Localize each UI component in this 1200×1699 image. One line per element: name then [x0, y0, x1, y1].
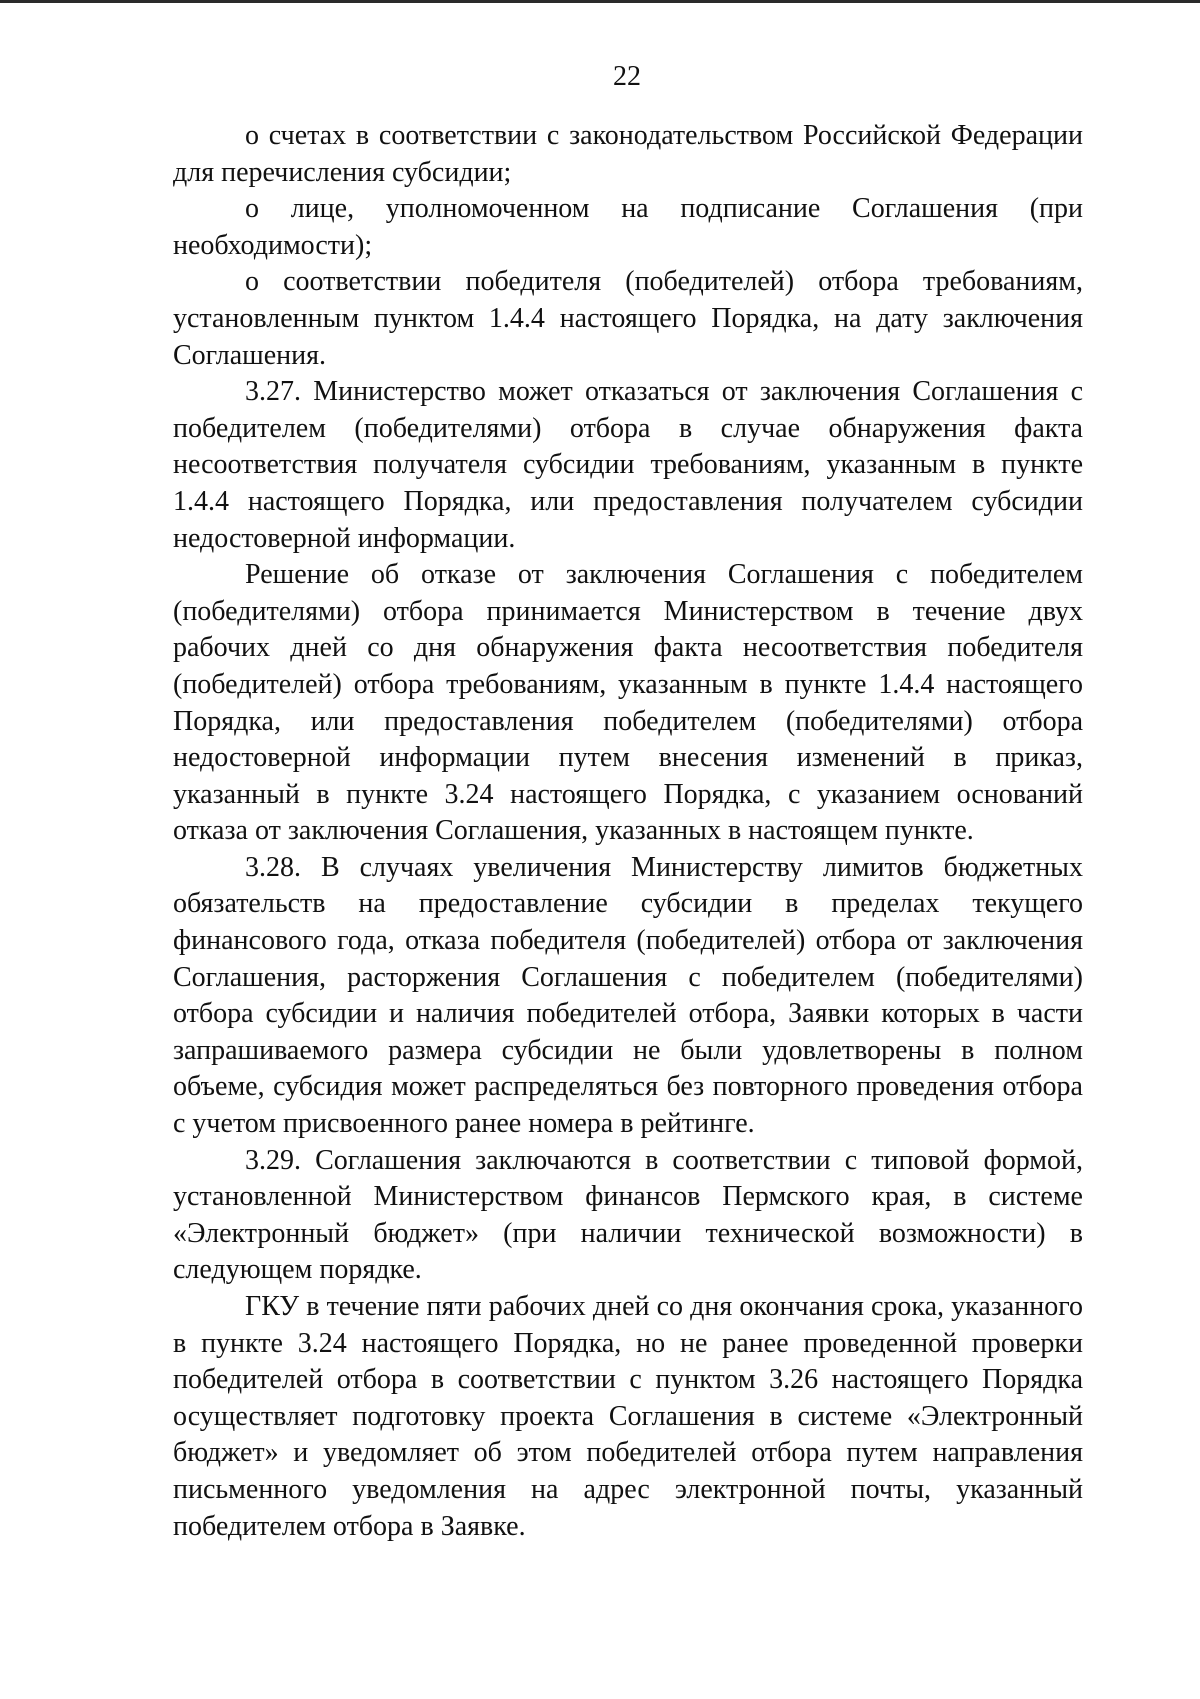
paragraph-authorized-person: о лице, уполномоченном на подписание Соглашения (при необходимости);: [173, 193, 1083, 261]
paragraph-compliance: о соответствии победителя (победителей) отбора требованиям, установленным пунктом 1.4.4 настоящего Порядка, на дату заключения Соглашения.: [173, 266, 1083, 371]
paragraph-gku-procedure: ГКУ в течение пяти рабочих дней со дня окончания срока, указанного в пункте 3.24 настоящего Порядка, но не ранее проведенной проверки победителей отбора в соответствии с пунктом 3.26 настоящего Порядка осуществляет подготовку проекта Соглашения в системе «Электронный бюджет» и уведомляет об этом победителей отбора путем направления письменного уведомления на адрес электронной почты, указанный победителем отбора в Заявке.: [173, 1291, 1083, 1542]
paragraph-3-27: 3.27. Министерство может отказаться от заключения Соглашения с победителем (победителями) отбора в случае обнаружения факта несоответствия получателя субсидии требованиям, указанным в пункте 1.4.4 настоящего Порядка, или предоставления получателем субсидии недостоверной информации.: [173, 376, 1083, 554]
paragraph-3-29: 3.29. Соглашения заключаются в соответствии с типовой формой, установленной Министерством финансов Пермского края, в системе «Электронный бюджет» (при наличии технической возможности) в следующем порядке.: [173, 1144, 1083, 1286]
paragraph-accounts: о счетах в соответствии с законодательством Российской Федерации для перечисления субсидии;: [173, 120, 1083, 188]
paragraph-refusal-decision: Решение об отказе от заключения Соглашения с победителем (победителями) отбора принимается Министерством в течение двух рабочих дней со дня обнаружения факта несоответствия победителя (победителей) отбора требованиям, указанным в пункте 1.4.4 настоящего Порядка, или предоставления победителем (победителями) отбора недостоверной информации путем внесения изменений в приказ, указанный в пункте 3.24 настоящего Порядка, с указанием оснований отказа от заключения Соглашения, указанных в настоящем пункте.: [173, 559, 1083, 847]
document-body: [173, 118, 1083, 1545]
paragraph-3-28: 3.28. В случаях увеличения Министерству лимитов бюджетных обязательств на предоставление субсидии в пределах текущего финансового года, отказа победителя (победителей) отбора от заключения Соглашения, расторжения Соглашения с победителем (победителями) отбора субсидии и наличия победителей отбора, Заявки которых в части запрашиваемого размера субсидии не были удовлетворены в полном объеме, субсидия может распределяться без повторного проведения отбора с учетом присвоенного ранее номера в рейтинге.: [173, 851, 1083, 1140]
page-number: 22: [613, 61, 641, 92]
